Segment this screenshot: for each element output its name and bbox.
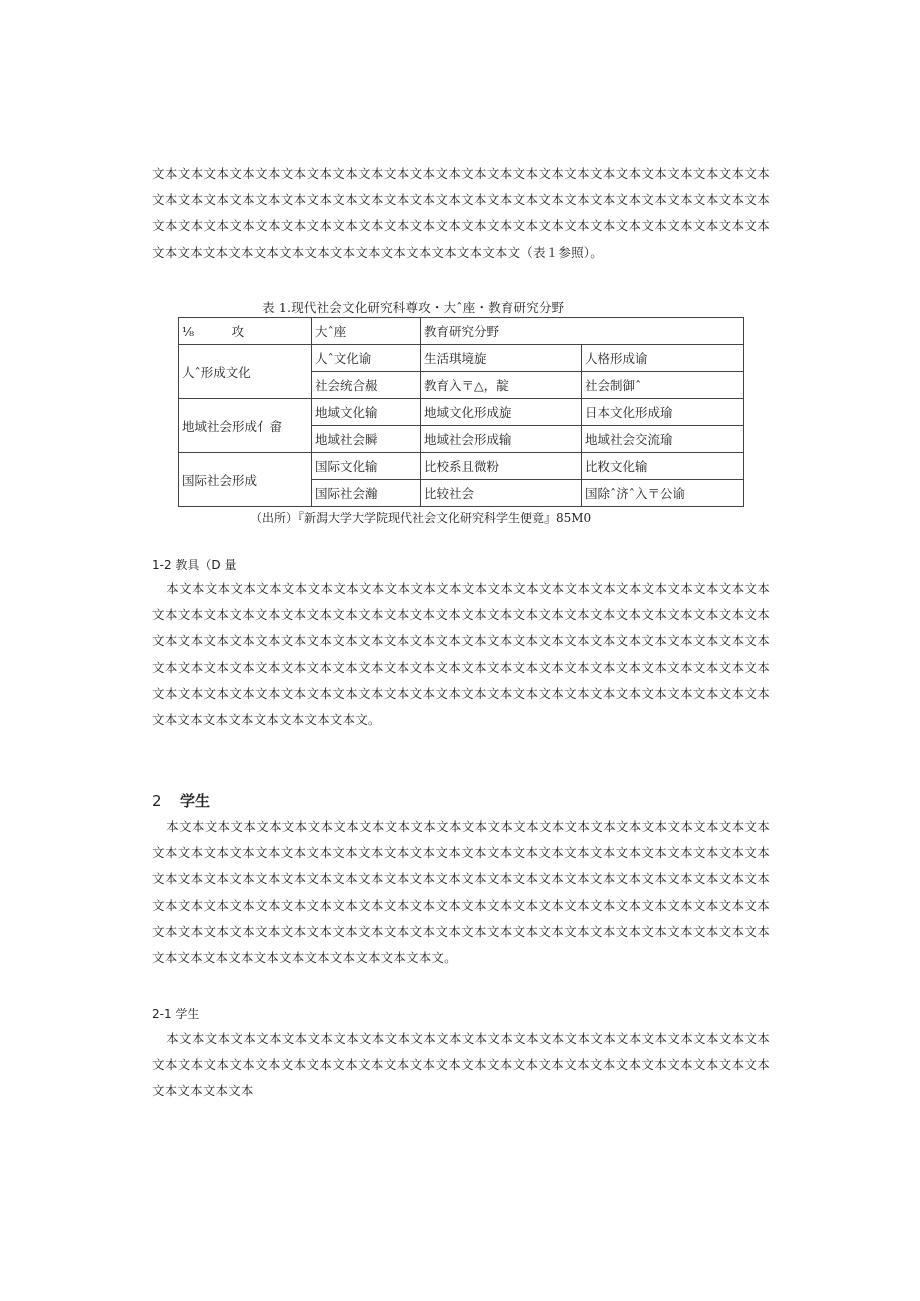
course-cell: 社会统合赧 (312, 372, 421, 399)
major-cell: 国际社会形成 (179, 453, 312, 507)
field-cell: 社会制御ˆ (582, 372, 744, 399)
course-cell: 地域社会瞬 (312, 426, 421, 453)
section-2-number: 2 (152, 792, 162, 810)
section-1-2-paragraph (152, 576, 770, 733)
section-2-paragraph (152, 814, 770, 971)
table-title: 表 1.现代社会文化研究科尊攻・大ˆ座・教育研究分野 (262, 300, 565, 315)
field-cell: 比敉文化输 (582, 453, 744, 480)
field-cell: 日本文化形成瑜 (582, 399, 744, 426)
field-cell: 地域社会交流瑜 (582, 426, 744, 453)
field-cell: 地域文化形成旋 (421, 399, 582, 426)
header-field: 教育研究分野 (421, 318, 744, 345)
section-2-1-heading: 2-1 学生 (152, 1007, 200, 1021)
course-cell: 人ˆ文化谕 (312, 345, 421, 372)
major-cell: 人ˆ形成文化 (179, 345, 312, 399)
intro-paragraph: 文本文本文本文本文本文本文本文本文本文本文本文本文本文本文本文本文本文本文本文本文本文本文本文本文本文本文本文本文本文本文本文本文本文本文本文本文本文本文本文本文本文本文本文本文本文本文本文本文本文本文本文本文本文本文本文本文本文本文本文本文本文本文本文本文本文本文本文本文本文本文本文本文本文本文本文本文本文本文本文本文本文本文本文本文本文本文（表１参照）。 (152, 166, 770, 260)
table-row (179, 345, 744, 372)
section-1-2-text: 本文本文本文本文本文本文本文本文本文本文本文本文本文本文本文本文本文本文本文本文本文本文本文本文本文本文本文本文本文本文本文本文本文本文本文本文本文本文本文本文本文本文本文本文本文本文本文本文本文本文本文本文本文本文本文本文本文本文本文本文本文本文本文本文本文本文本文本文本文本文本文本文本文本文本文本文本文本文本文本文本文本文本文本文本文本文本文本文本文本文本文本文本文本文本文本文本文本文本文本文本文本文本文本文本文本文本文本文本文本文本文本文本文本文本文本文本文本文本文本文本文本文本文本文本文本文本文本文。 (152, 581, 770, 728)
section-2-1-paragraph (152, 1026, 770, 1105)
section-2-title: 学生 (180, 792, 211, 810)
table-row (179, 453, 744, 480)
header-major: ⅛ 攻 (179, 318, 312, 345)
section-2-heading (152, 790, 210, 811)
section-2-text: 本文本文本文本文本文本文本文本文本文本文本文本文本文本文本文本文本文本文本文本文本文本文本文本文本文本文本文本文本文本文本文本文本文本文本文本文本文本文本文本文本文本文本文本文本文本文本文本文本文本文本文本文本文本文本文本文本文本文本文本文本文本文本文本文本文本文本文本文本文本文本文本文本文本文本文本文本文本文本文本文本文本文本文本文本文本文本文本文本文本文本文本文本文本文本文本文本文本文本文本文本文本文本文本文本文本文本文本文本文本文本文本文本文本文本文本文本文本文本文本文本文本文本文本文本文本文本文本文本文本文本文。 (152, 819, 770, 966)
field-cell: 比较社会 (421, 480, 582, 507)
field-cell: 教育入〒△，靛 (421, 372, 582, 399)
major-cell: 地域社会形成亻畲 (179, 399, 312, 453)
section-2-1-text: 本文本文本文本文本文本文本文本文本文本文本文本文本文本文本文本文本文本文本文本文本文本文本文本文本文本文本文本文本文本文本文本文本文本文本文本文本文本文本文本文本文本文本文本文本文本文本文本文本文本文本文本 (152, 1031, 770, 1099)
header-course: 大ˆ座 (312, 318, 421, 345)
field-cell: 比校系且微粉 (421, 453, 582, 480)
course-cell: 国际社会瀚 (312, 480, 421, 507)
field-cell: 人格形成谕 (582, 345, 744, 372)
course-cell: 国际文化输 (312, 453, 421, 480)
table-row (179, 399, 744, 426)
department-table (178, 317, 744, 507)
course-cell: 地域文化输 (312, 399, 421, 426)
field-cell: 国除ˆ济ˆ入〒公谕 (582, 480, 744, 507)
section-1-2-heading: 1-2 教具（D 量 (152, 558, 237, 572)
table-header-row (179, 318, 744, 345)
table-source-note: （出所）『新澙大学大学院现代社会文化研究科学生便竟』85M0 (250, 511, 592, 525)
field-cell: 地域社会形成输 (421, 426, 582, 453)
field-cell: 生活琪境旋 (421, 345, 582, 372)
